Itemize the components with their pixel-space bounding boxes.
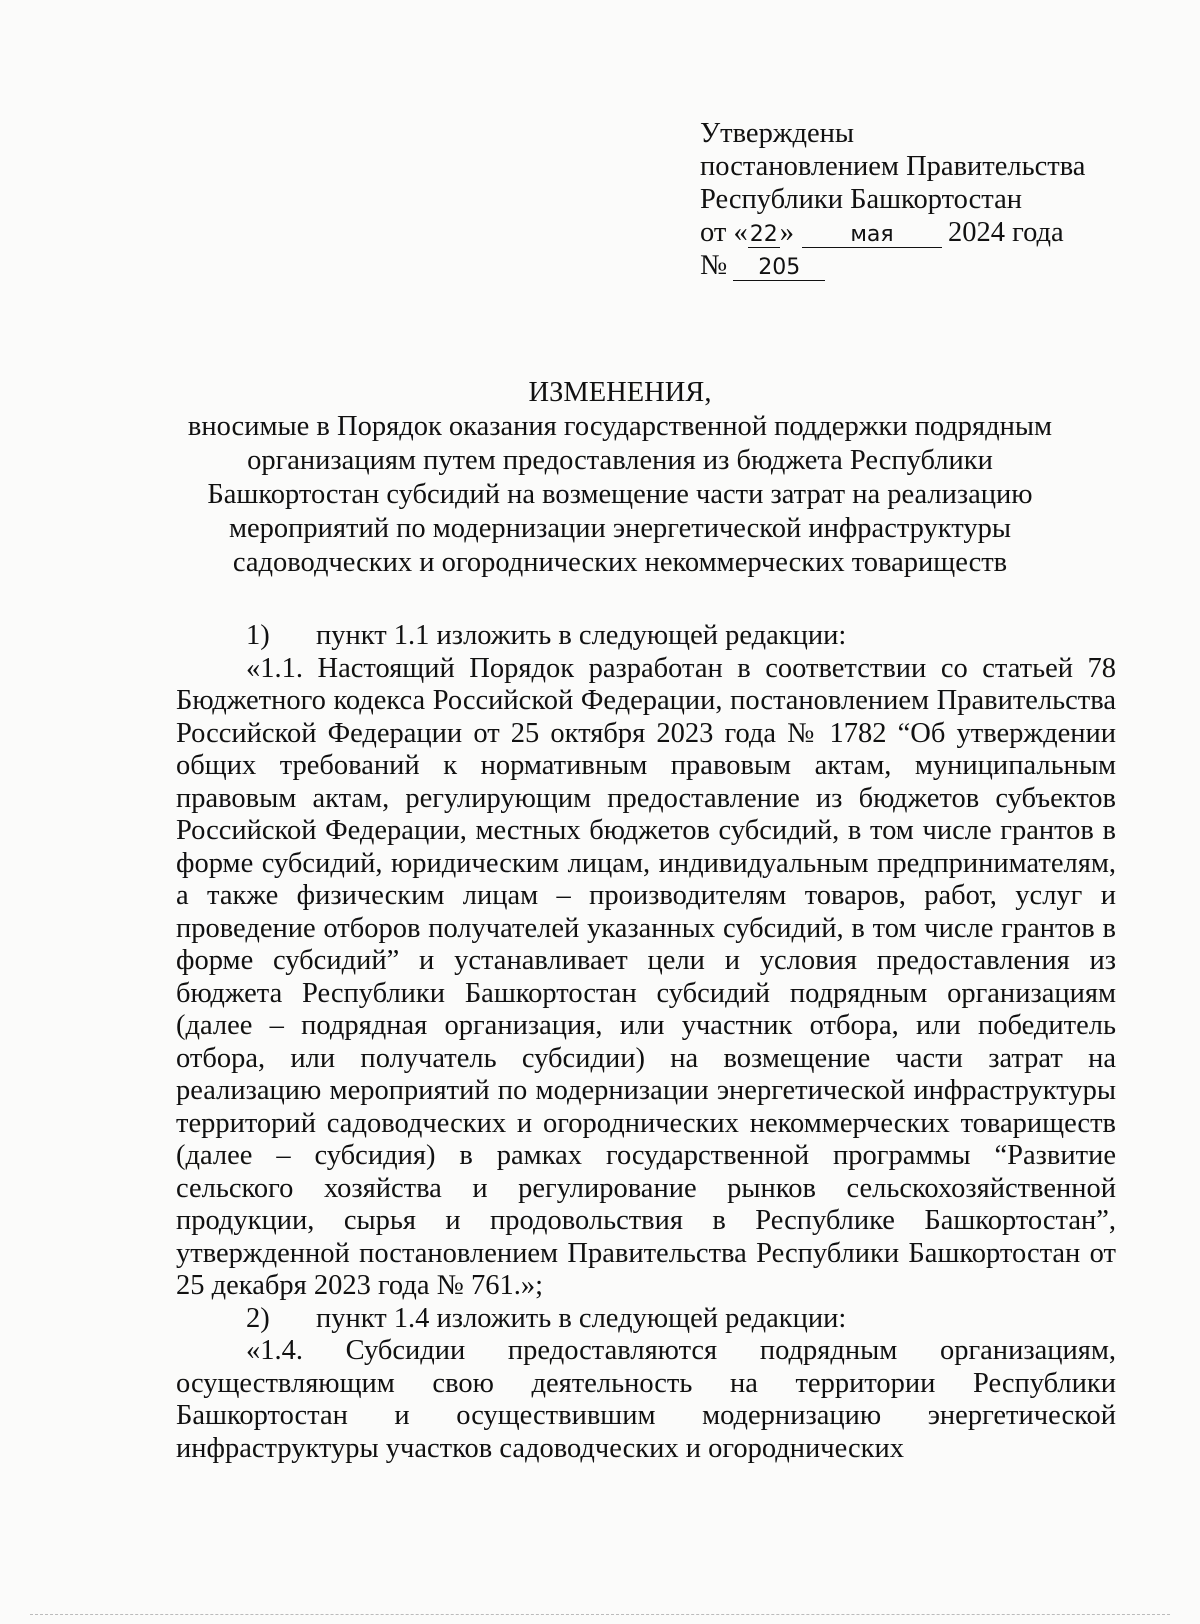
paragraph-1-4: «1.4. Субсидии предоставляются подрядным организациям, осуществляющим свою деятельность на территории Республики Башкортостан и осуществившим модернизацию энергетической инфраструктуры участков садоводческих и огороднических [176,1335,1116,1464]
subtitle-line: мероприятий по модернизации энергетической инфраструктуры [229,513,1011,544]
approval-block [700,117,1085,282]
approval-line-3: Республики Башкортостан [700,184,1022,215]
approval-number [700,249,1085,282]
subtitle-line: Башкортостан субсидий на возмещение части затрат на реализацию [207,479,1033,510]
paragraph-1-1: «1.1. Настоящий Порядок разработан в соответствии со статьей 78 Бюджетного кодекса Российской Федерации, постановлением Правительства Российской Федерации от 25 октября 2023 года № 1782 “Об утверждении общих требований к нормативным правовым актам, муниципальным правовым актам, регулирующим предоставление из бюджетов субъектов Российской Федерации, местных бюджетов субсидий, в том числе грантов в форме субсидий, юридическим лицам, индивидуальным предпринимателям, а также физическим лицам – производителям товаров, работ, услуг и проведение отборов получателей указанных субсидий, в том числе грантов в форме субсидий” и устанавливает цели и условия предоставления из бюджета Республики Башкортостан субсидий подрядным организациям (далее – подрядная организация, или участник отбора, или победитель отбора, или получатель субсидии) на возмещение части затрат на реализацию мероприятий по модернизации энергетической инфраструктуры территорий садоводческих и огороднических некоммерческих товариществ (далее – субсидия) в рамках государственной программы “Развитие сельского хозяйства и регулирование рынков сельскохозяйственной продукции, сырья и продовольствия в Республике Башкортостан”, утвержденной постановлением Правительства Республики Башкортостан от 25 декабря 2023 года № 761.»; [176,652,1116,1301]
date-prefix: от « [700,217,748,248]
item-text: пункт 1.1 изложить в следующей редакции: [316,620,847,651]
approval-line-1: Утверждены [700,118,855,149]
subtitle-line: вносимые в Порядок оказания государственной поддержки подрядным [187,411,1053,442]
date-day: 22 [749,222,778,247]
subtitle-line: садоводческих и огороднических некоммерческих товариществ [232,547,1008,578]
approval-line-2: постановлением Правительства [700,151,1086,182]
approval-date [700,216,1085,249]
date-month: мая [802,223,942,248]
date-mid: » [779,217,794,248]
scan-edge-line [30,1614,1170,1615]
document-heading [130,376,1110,580]
number-value: 205 [733,256,825,281]
item-text: пункт 1.4 изложить в следующей редакции: [316,1302,847,1334]
item-number: 2) [246,1302,270,1334]
document-title: ИЗМЕНЕНИЯ, [528,377,712,408]
number-prefix: № [700,250,728,281]
list-item-2 [176,1303,1116,1336]
list-item-1 [176,620,1116,653]
date-year: 2024 года [947,217,1064,248]
document-body [176,620,1116,1465]
item-number: 1) [246,620,270,651]
subtitle-line: организациям путем предоставления из бюджета Республики [247,445,993,476]
